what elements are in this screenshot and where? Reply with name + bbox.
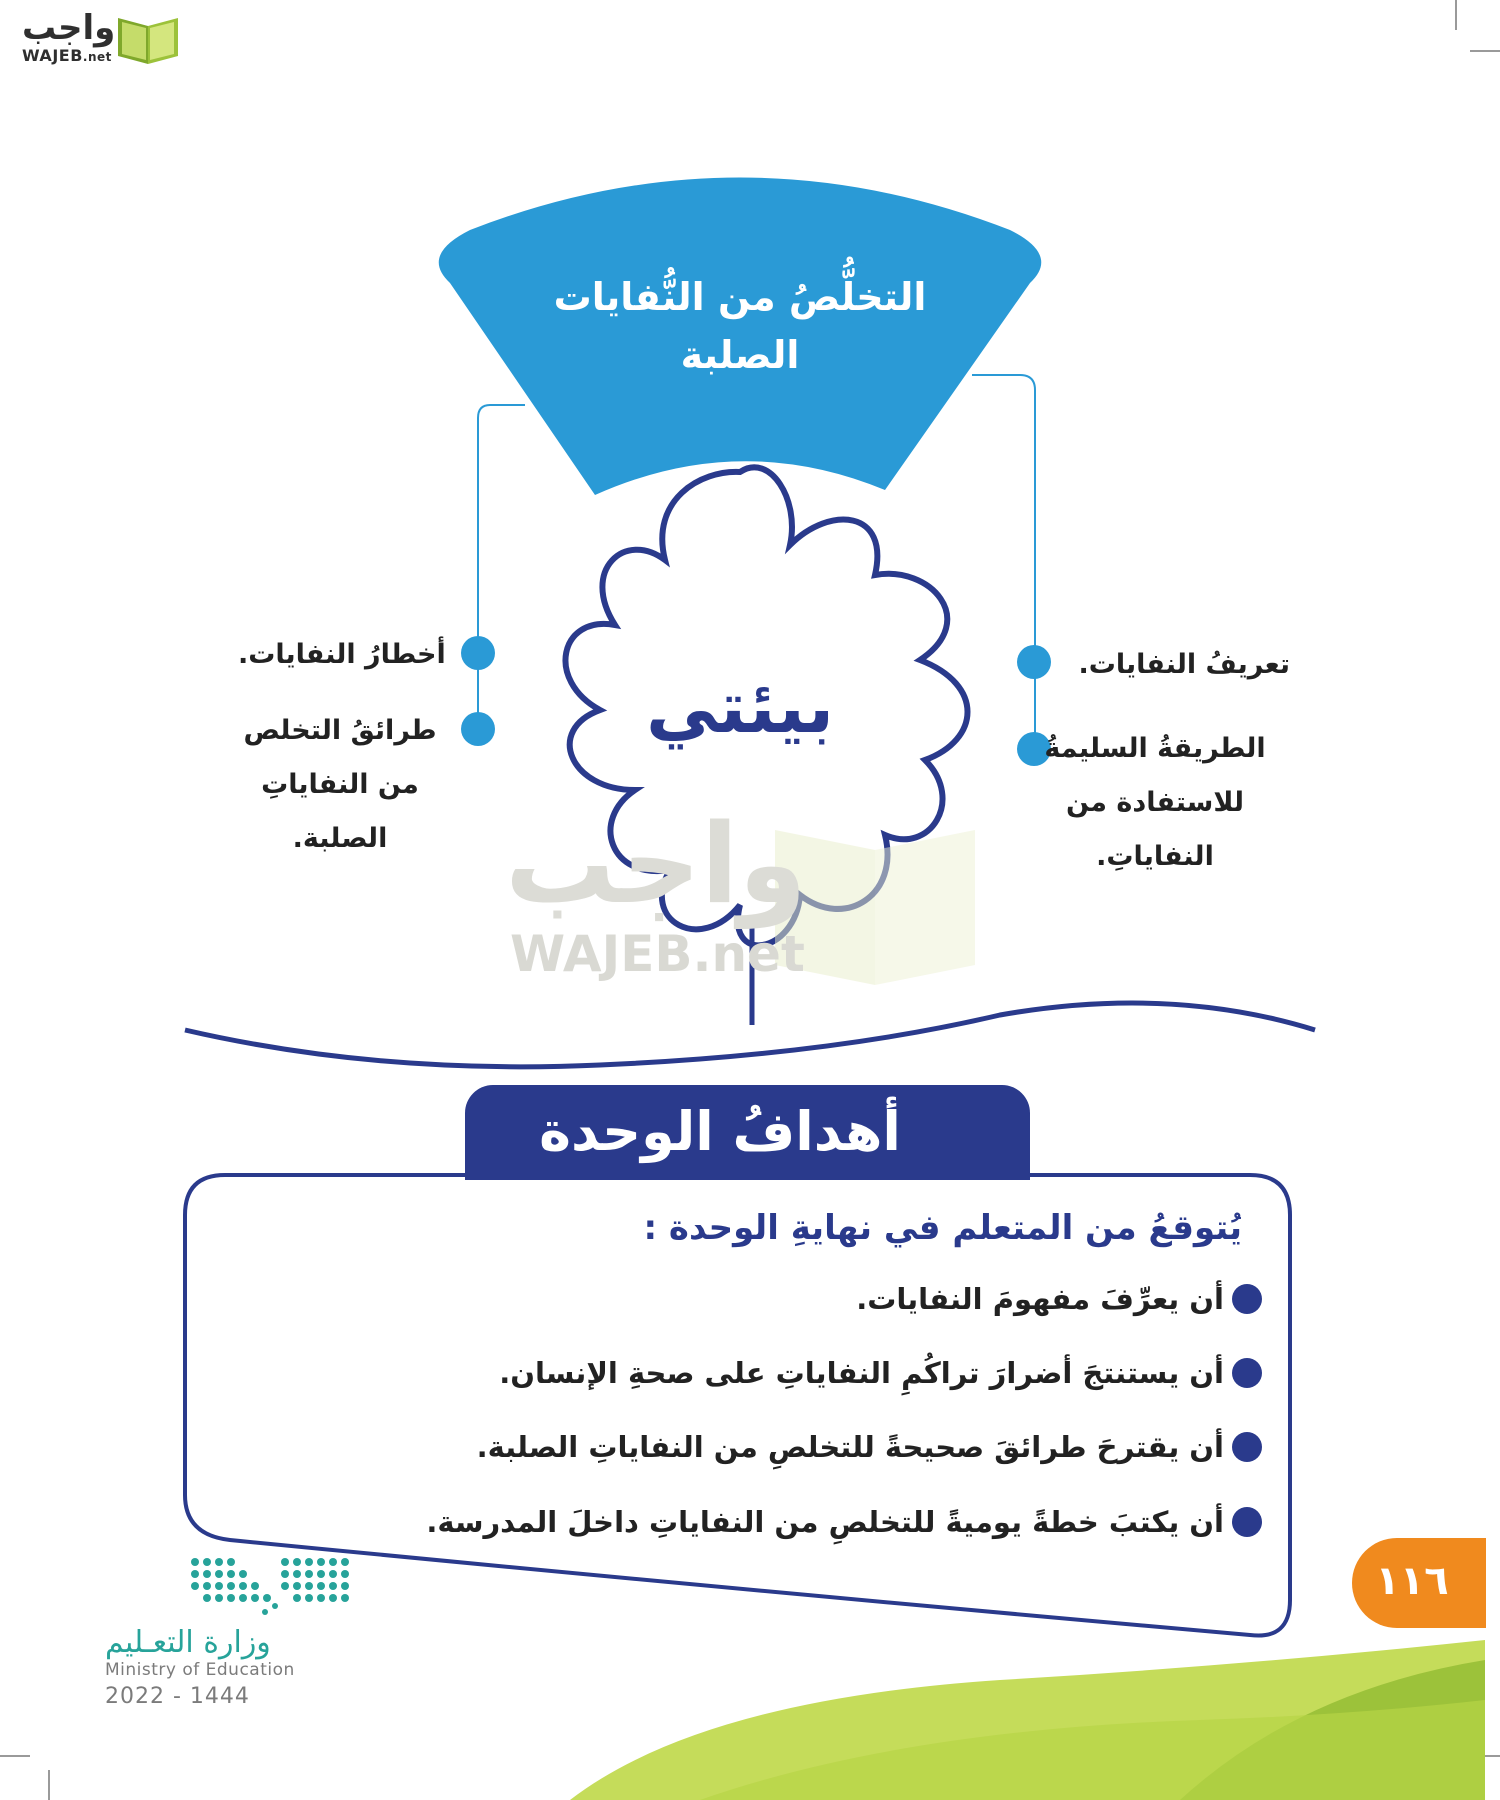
flower-center-label: بيئتي [645, 665, 835, 749]
fan-title-line-2: الصلبة [680, 333, 800, 377]
goal-item [477, 1430, 1262, 1464]
bullet-dot [461, 636, 495, 670]
bullet-dot [1232, 1432, 1262, 1462]
goal-text: أن يستنتجَ أضرارَ تراكُمِ النفاياتِ على صحةِ الإنسان. [499, 1356, 1224, 1390]
page-number: ١١٦ [1375, 1558, 1449, 1604]
goal-item [499, 1356, 1262, 1390]
brand-name-en: WAJEB.net [22, 46, 112, 65]
bullet-dot [1017, 645, 1051, 679]
goal-text: أن يكتبَ خطةً يوميةً للتخلصِ من النفاياتِ داخلَ المدرسة. [426, 1505, 1224, 1539]
bullet-dot [461, 712, 495, 746]
watermark-text-ar: واجب [505, 800, 807, 928]
goals-title: أهدافُ الوحدة [539, 1100, 901, 1163]
text-line: للاستفادة من [1066, 787, 1244, 818]
ministry-name-en: Ministry of Education [105, 1660, 295, 1680]
ministry-year: 2022 - 1444 [105, 1684, 250, 1709]
ministry-logo-dots [191, 1558, 349, 1615]
bullet-dot [1232, 1507, 1262, 1537]
text-line: الصلبة. [292, 823, 388, 854]
right-item-proper-way [1025, 722, 1285, 884]
bullet-dot [1232, 1284, 1262, 1314]
brand-name-ar: واجب [22, 8, 116, 48]
watermark-text-en: WAJEB.net [510, 925, 805, 983]
left-item-disposal-methods [230, 704, 450, 866]
text-line: من النفاياتِ [261, 769, 419, 800]
fan-title-line-1: التخلُّصُ من النُّفايات [553, 275, 927, 319]
goal-text: أن يعرِّفَ مفهومَ النفايات. [856, 1282, 1224, 1316]
text-line: النفاياتِ. [1096, 841, 1214, 872]
text-line: طرائقُ التخلص [243, 715, 437, 746]
goal-item [426, 1505, 1262, 1539]
goals-intro: يُتوقعُ من المتعلم في نهايةِ الوحدة : [643, 1208, 1242, 1248]
bullet-dot [1232, 1358, 1262, 1388]
text-line: الطريقةُ السليمةُ [1044, 733, 1266, 764]
goal-text: أن يقترحَ طرائقَ صحيحةً للتخلصِ من النفاياتِ الصلبة. [476, 1430, 1224, 1464]
ministry-name-ar: وزارة التعـليم [105, 1625, 271, 1660]
goal-item [856, 1282, 1262, 1316]
left-item-dangers: أخطارُ النفايات. [238, 639, 446, 670]
right-item-definition: تعريفُ النفايات. [1078, 649, 1290, 680]
